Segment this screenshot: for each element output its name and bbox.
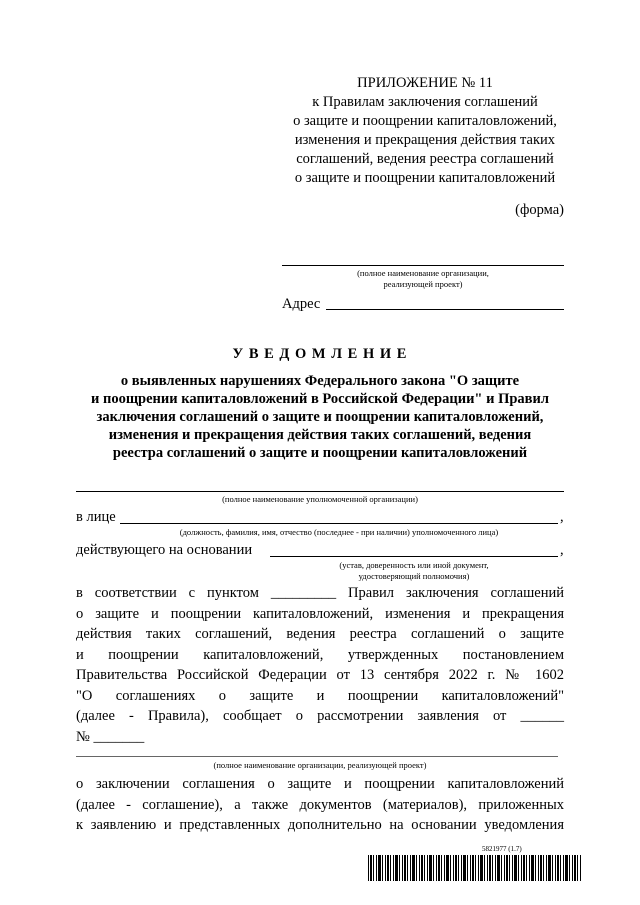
basis-caption: (устав, доверенность или иной документ, удостоверяющий полномочия) — [339, 560, 489, 581]
title-subtitle: о выявленных нарушениях Федерального закона "О защите и поощрении капиталовложений в Российской Федерации" и Правил заключения соглашений о защите и поощрении капиталовложений, изменения и прекращения действия таких соглашений, ведения реестра соглашений о защите и поощрении капиталовложений — [90, 373, 549, 461]
recipient-org-caption: (полное наименование организации, реализующей проект) — [357, 268, 489, 289]
appendix-header — [280, 74, 570, 188]
address-label: Адрес — [282, 296, 321, 312]
basis-line — [270, 556, 558, 557]
number-line: № _______ — [76, 729, 145, 745]
address-line — [326, 309, 564, 310]
authorized-org-caption: (полное наименование уполномоченной организации) — [222, 494, 418, 504]
person-caption: (должность, фамилия, имя, отчество (последнее - при наличии) уполномоченного лица) — [179, 527, 499, 537]
recipient-org-line — [282, 265, 564, 266]
appendix-number: ПРИЛОЖЕНИЕ № 11 — [357, 75, 493, 91]
document-title: У В Е Д О М Л Е Н И Е — [232, 346, 408, 362]
person-line — [120, 523, 558, 524]
form-label: (форма) — [515, 202, 564, 218]
project-org-caption: (полное наименование организации, реализующей проект) — [213, 760, 427, 770]
person-label: в лице — [76, 509, 116, 525]
basis-label: действующего на основании — [76, 542, 253, 558]
document-code: 5821977 (1.7) — [482, 845, 522, 853]
appendix-line-3: изменения и прекращения действия таких — [294, 132, 556, 148]
appendix-line-5: о защите и поощрении капиталовложений — [294, 170, 556, 186]
project-org-line — [76, 756, 558, 757]
appendix-line-2: о защите и поощрении капиталовложений, — [293, 113, 557, 129]
authorized-org-line — [76, 491, 564, 492]
body-paragraph: в соответствии с пунктом _________ Правил заключения соглашений о защите и поощрении капиталовложений, изменения и прекращения действия таких соглашений, ведения реестра соглашений о защите и поощрении капиталовложений, утвержденных постановлением Правительства Российской Федерации от 13 сентября 2022 г. № 1602 "О соглашениях о защите и поощрении капиталовложений" (далее - Правила), сообщает о рассмотрении заявления от ______ — [76, 585, 564, 724]
body-paragraph-2: о заключении соглашения о защите и поощрении капиталовложений (далее - соглашение), а также документов (материалов), приложенных к заявлению и представленных дополнительно на основании уведомления — [76, 776, 564, 833]
basis-comma: , — [560, 542, 564, 558]
appendix-line-4: соглашений, ведения реестра соглашений — [296, 151, 554, 167]
person-comma: , — [560, 509, 564, 525]
appendix-line-1: к Правилам заключения соглашений — [312, 94, 538, 110]
barcode-image — [368, 855, 582, 881]
